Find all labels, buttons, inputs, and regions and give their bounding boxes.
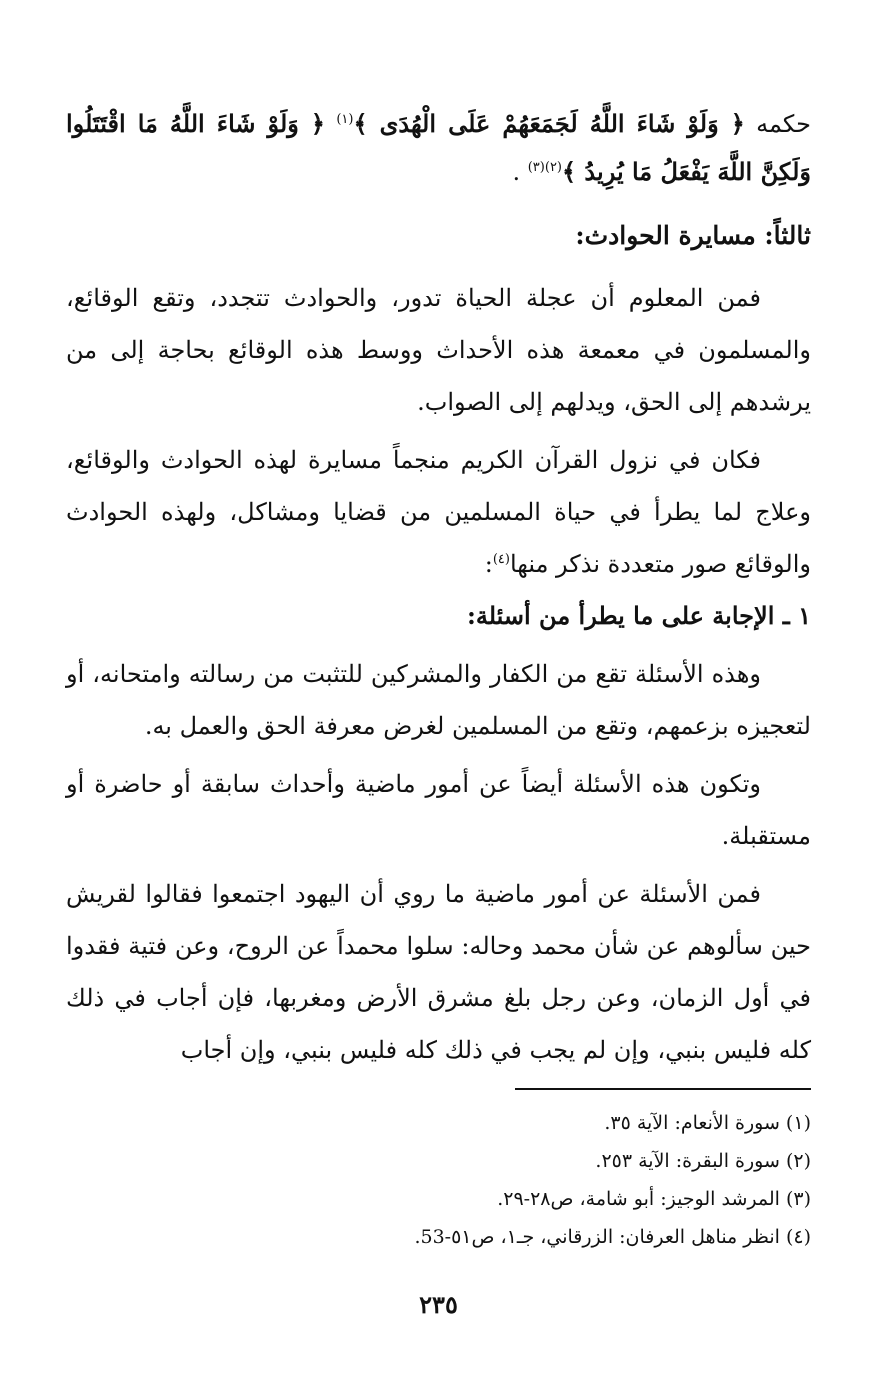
paragraph-5: فمن الأسئلة عن أمور ماضية ما روي أن اليهود اجتمعوا فقالوا لقريش حين سألوهم عن شأن محمد وحاله: سلوا محمداً عن الروح، وعن فتية فقدوا في أول الزمان، وعن رجل بلغ مشرق الأرض ومغربها، فإن أجاب في ذلك كله فليس بنبي، وإن لم يجب في ذلك كله فليس بنبي، وإن أجاب (66, 880, 811, 1064)
page-number: ٢٣٥ (419, 1290, 458, 1319)
footnotes-list (66, 1104, 811, 1256)
paragraph-4: وتكون هذه الأسئلة أيضاً عن أمور ماضية وأحداث سابقة أو حاضرة أو مستقبلة. (66, 770, 811, 850)
section-heading: ثالثاً: مسايرة الحوادث: (575, 221, 811, 250)
intro-prefix: حكمه (756, 110, 811, 138)
footnote-item: (٢) سورة البقرة: الآية ٢٥٣. (595, 1150, 811, 1172)
quran-verse-2: ﴿ وَلَوْ شَاءَ اللَّهُ مَا اقْتَتَلُوا وَلَكِنَّ اللَّهَ يَفْعَلُ مَا يُرِيدُ ﴾ (66, 109, 811, 186)
subheading-answering-questions: ١ ـ الإجابة على ما يطرأ من أسئلة: (467, 601, 811, 630)
paragraph-2-end: : (484, 550, 493, 578)
book-page (66, 100, 811, 1340)
footnote-ref-2-3: (٢)(٣) (527, 160, 562, 175)
footnote-ref-1: (١) (336, 112, 354, 127)
footnote-item: (١) سورة الأنعام: الآية ٣٥. (604, 1112, 811, 1134)
paragraph-1: فمن المعلوم أن عجلة الحياة تدور، والحوادث تتجدد، وتقع الوقائع، والمسلمون في معمعة هذه الأحداث ووسط هذه الوقائع بحاجة إلى من يرشدهم إلى الحق، ويدلهم إلى الصواب. (66, 284, 811, 416)
intro-verses (66, 100, 811, 196)
footnote-divider (515, 1088, 811, 1090)
footnote-item: (٣) المرشد الوجيز: أبو شامة، ص٢٨-٢٩. (497, 1188, 811, 1210)
quran-verse-1: ﴿ وَلَوْ شَاءَ اللَّهُ لَجَمَعَهُمْ عَلَى الْهُدَى ﴾ (353, 109, 745, 138)
intro-end: . (512, 158, 521, 186)
footnote-item: (٤) انظر مناهل العرفان: الزرقاني، جـ١، ص٥١-53. (414, 1226, 811, 1248)
paragraph-2 (66, 434, 811, 590)
paragraph-3: وهذه الأسئلة تقع من الكفار والمشركين للتثبت من رسالته وامتحانه، أو لتعجيزه بزعمهم، وتقع من المسلمين لغرض معرفة الحق والعمل به. (66, 660, 811, 740)
footnote-ref-4: (٤) (492, 552, 510, 567)
paragraph-2-text: فكان في نزول القرآن الكريم منجماً مسايرة لهذه الحوادث والوقائع، وعلاج لما يطرأ في حياة المسلمين من قضايا ومشاكل، ولهذه الحوادث والوقائع صور متعددة نذكر منها (66, 446, 812, 578)
